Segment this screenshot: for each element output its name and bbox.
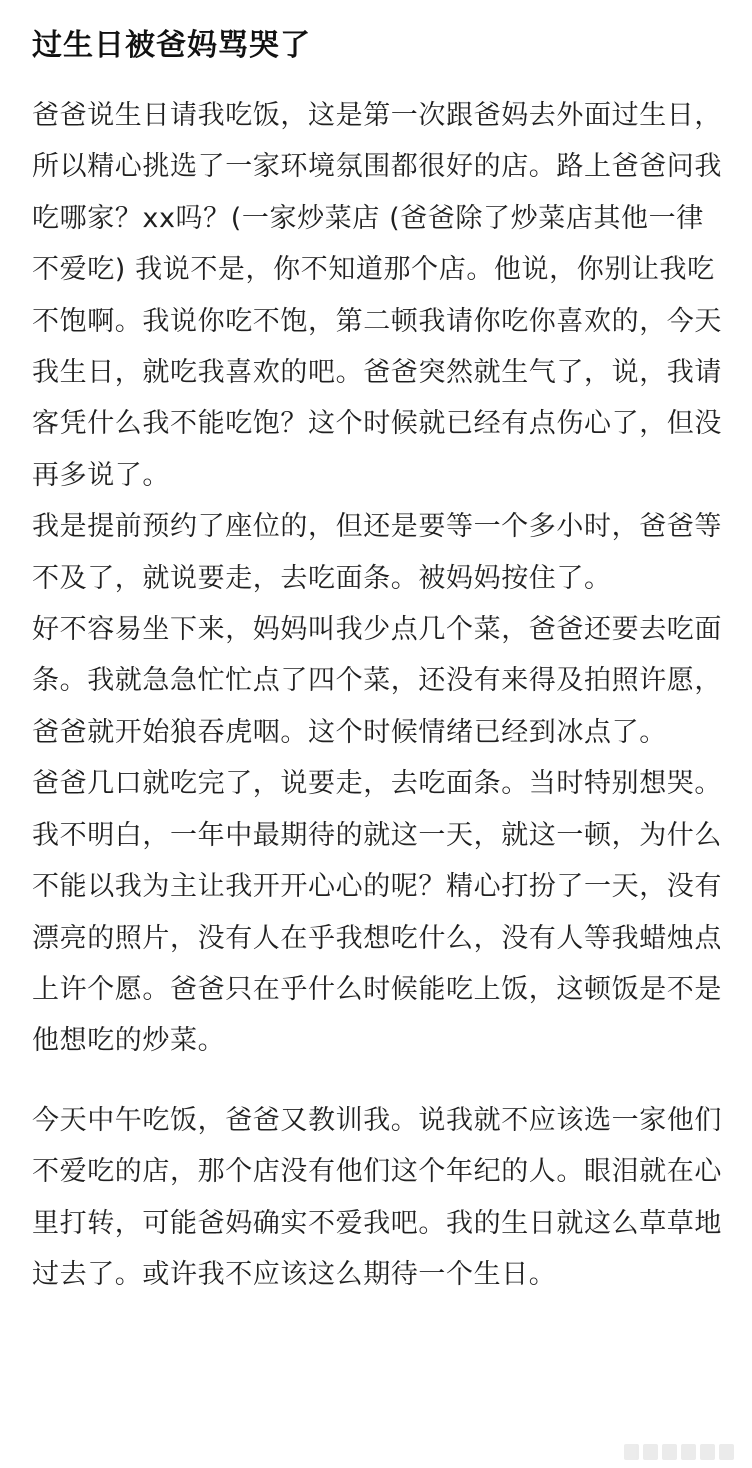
post-paragraph-2: 我是提前预约了座位的，但还是要等一个多小时，爸爸等不及了，就说要走，去吃面条。被妈妈按住了。 [32, 511, 722, 594]
post-paragraph-4: 爸爸几口就吃完了，说要走，去吃面条。当时特别想哭。我不明白，一年中最期待的就这一天，就这一顿，为什么不能以我为主让我开开心心的呢？精心打扮了一天，没有漂亮的照片，没有人在乎我想吃什么，没有人等我蜡烛点上许个愿。爸爸只在乎什么时候能吃上饭，这顿饭是不是他想吃的炒菜。 [32, 768, 722, 1057]
post-paragraph-1: 爸爸说生日请我吃饭，这是第一次跟爸妈去外面过生日，所以精心挑选了一家环境氛围都很好的店。路上爸爸问我吃哪家？xx吗？(一家炒菜店 (爸爸除了炒菜店其他一律不爱吃) 我说不是，你不知道那个店。他说，你别让我吃不饱啊。我说你吃不饱，第二顿我请你吃你喜欢的，今天我生日，就吃我喜欢的吧。爸爸突然就生气了，说，我请客凭什么我不能吃饱？这个时候就已经有点伤心了，但没再多说了。 [32, 100, 722, 491]
post-content [32, 24, 722, 1300]
post-paragraph-5: 今天中午吃饭，爸爸又教训我。说我就不应该选一家他们不爱吃的店，那个店没有他们这个年纪的人。眼泪就在心里打转，可能爸妈确实不爱我吧。我的生日就这么草草地过去了。或许我不应该这么期待一个生日。 [32, 1104, 722, 1290]
watermark-glyph [643, 1444, 658, 1460]
post-title: 过生日被爸妈骂哭了 [32, 28, 311, 63]
post-paragraph-3: 好不容易坐下来，妈妈叫我少点几个菜，爸爸还要去吃面条。我就急急忙忙点了四个菜，还没有来得及拍照许愿，爸爸就开始狼吞虎咽。这个时候情绪已经到冰点了。 [32, 614, 722, 748]
watermark-glyph [662, 1444, 677, 1460]
watermark-glyph [700, 1444, 715, 1460]
watermark-glyph [719, 1444, 734, 1460]
watermark [624, 1444, 734, 1460]
watermark-glyph [681, 1444, 696, 1460]
watermark-glyph [624, 1444, 639, 1460]
